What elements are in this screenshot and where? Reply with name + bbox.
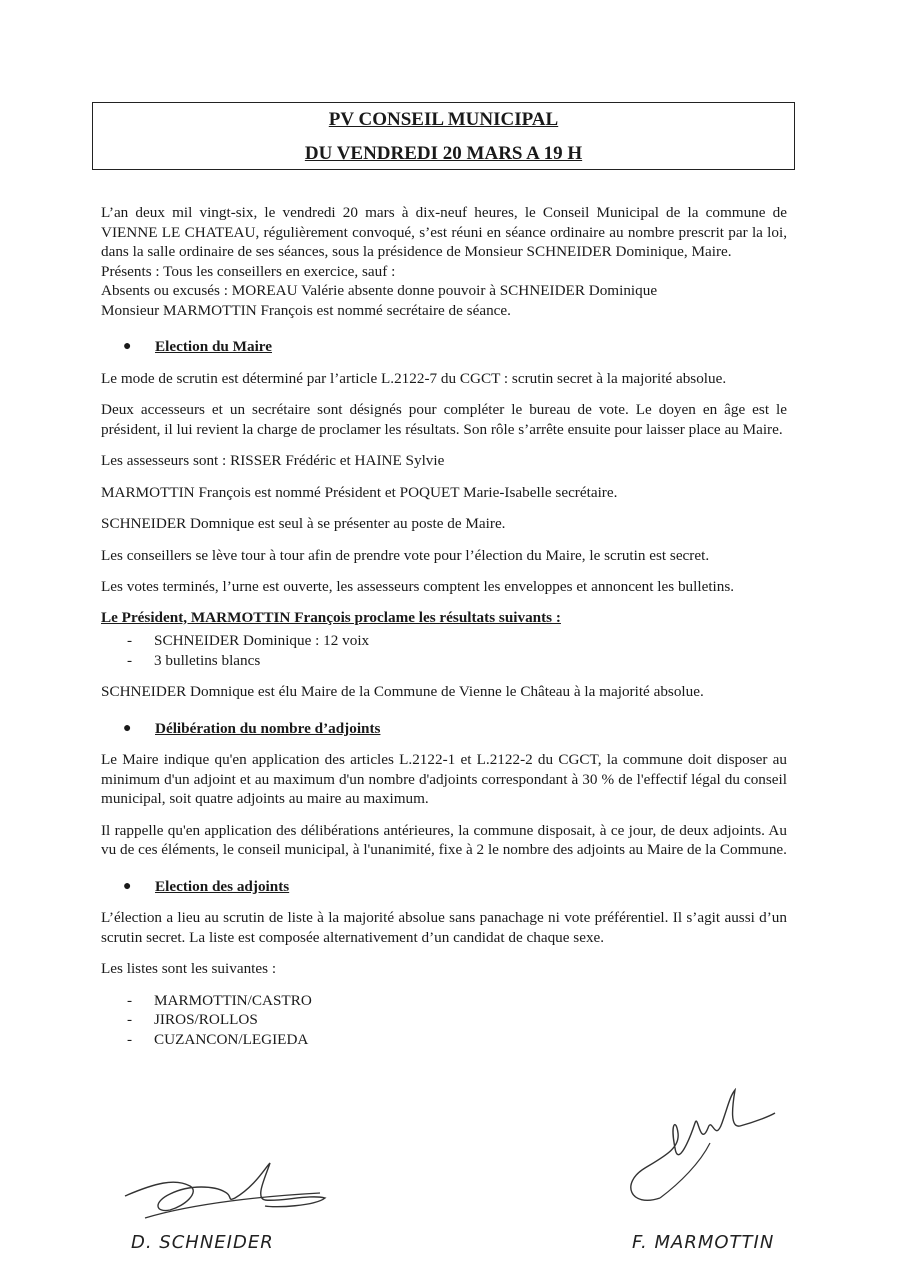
paragraph: SCHNEIDER Domnique est élu Maire de la Commune de Vienne le Château à la majorité absolue. [101, 683, 704, 700]
title-box [92, 102, 795, 170]
paragraph: Les assesseurs sont : RISSER Frédéric et HAINE Sylvie [101, 452, 445, 469]
list-item: - MARMOTTIN/CASTRO [127, 991, 312, 1009]
section-heading-election-adjoints: ● Election des adjoints [101, 877, 787, 897]
intro-absents: Absents ou excusés : MOREAU Valérie absente donne pouvoir à SCHNEIDER Dominique [101, 282, 658, 299]
document-body [101, 203, 787, 1049]
signature-right [620, 1088, 790, 1218]
document-subtitle: DU VENDREDI 20 MARS A 19 H [304, 143, 583, 164]
signature-left-name: D. SCHNEIDER [131, 1232, 274, 1253]
bullet-icon: ● [123, 720, 132, 736]
bullet-icon: ● [123, 339, 132, 354]
paragraph: SCHNEIDER Domnique est seul à se présenter au poste de Maire. [101, 515, 506, 532]
list-item: - SCHNEIDER Dominique : 12 voix [127, 632, 370, 649]
section-heading-adjoints: ● Délibération du nombre d’adjoints [101, 719, 787, 739]
intro-secretary: Monsieur MARMOTTIN François est nommé secrétaire de séance. [101, 301, 511, 319]
paragraph: Les conseillers se lève tour à tour afin de prendre vote pour l’élection du Maire, le scrutin est secret. [101, 546, 710, 564]
signature-right-name: F. MARMOTTIN [632, 1232, 775, 1253]
intro-paragraph: L’an deux mil vingt-six, le vendredi 20 mars à dix-neuf heures, le Conseil Municipal de la commune de VIENNE LE CHATEAU, régulièrement convoqué, s’est réuni en séance ordinaire au nombre prescrit par la loi, dans la salle ordinaire de ses séances, sous la présidence de Monsieur SCHNEIDER Dominique, Maire. [101, 204, 787, 260]
paragraph: L’élection a lieu au scrutin de liste à la majorité absolue sans panachage ni vote préférentiel. Il s’agit aussi d’un scrutin secret. La liste est composée alternativement d’un candidat de chaque sexe. [101, 909, 787, 946]
paragraph: Il rappelle qu'en application des délibérations antérieures, la commune disposait, à ce jour, de deux adjoints. Au vu de ces éléments, le conseil municipal, à l'unanimité, fixe à 2 le nombre des adjoints au Maire de la Commune. [101, 821, 787, 858]
paragraph: Le Maire indique qu'en application des articles L.2122-1 et L.2122-2 du CGCT, la commune doit disposer au minimum d'un adjoint et au maximum d'un nombre d'adjoints correspondant à 30 % de l'effectif légal du conseil municipal, soit quatre adjoints au maire au maximum. [101, 751, 787, 807]
section-heading-election-maire: ● Election du Maire [101, 337, 787, 357]
paragraph: Deux accesseurs et un secrétaire sont désignés pour compléter le bureau de vote. Le doyen en âge est le président, il lui revient la charge de proclamer les résultats. Son rôle s’arrête ensuite pour laisser place au Maire. [101, 401, 787, 438]
signature-left [115, 1158, 335, 1233]
paragraph: Les listes sont les suivantes : [101, 960, 277, 977]
bullet-icon: ● [123, 878, 132, 894]
list-item: - JIROS/ROLLOS [127, 1011, 258, 1028]
paragraph: MARMOTTIN François est nommé Président et POQUET Marie-Isabelle secrétaire. [101, 483, 618, 501]
list-item: - CUZANCON/LEGIEDA [127, 1030, 309, 1048]
intro-presents: Présents : Tous les conseillers en exercice, sauf : [101, 262, 396, 280]
candidate-lists [101, 991, 787, 1050]
paragraph: Les votes terminés, l’urne est ouverte, les assesseurs comptent les enveloppes et annoncent les bulletins. [101, 578, 735, 595]
results-heading: Le Président, MARMOTTIN François proclame les résultats suivants : [101, 608, 561, 626]
paragraph: Le mode de scrutin est déterminé par l’article L.2122-7 du CGCT : scrutin secret à la majorité absolue. [101, 369, 727, 387]
list-item: - 3 bulletins blancs [127, 651, 261, 669]
document-title: PV CONSEIL MUNICIPAL [328, 109, 559, 130]
results-list [101, 631, 787, 670]
